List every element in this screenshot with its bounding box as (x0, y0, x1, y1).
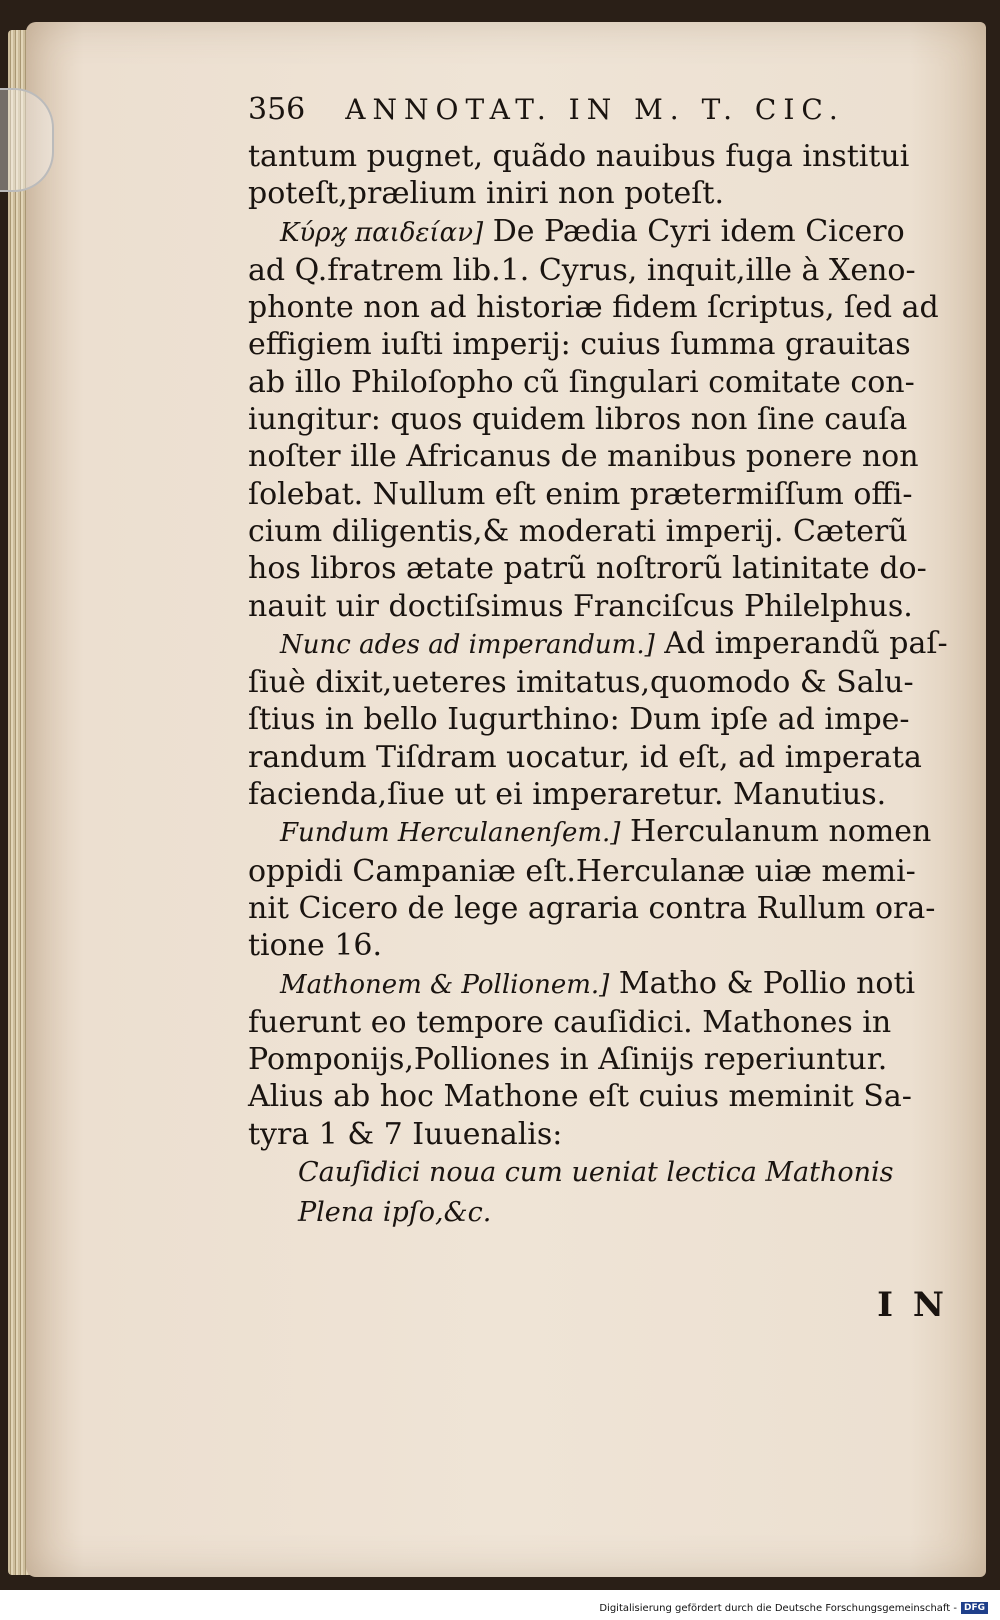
text-line: poteſt,prælium iniri non poteſt. (248, 176, 725, 212)
text-line: effigiem iuſti imperij: cuius ſumma grauitas (248, 327, 911, 363)
lemma: Nunc ades ad imperandum.] (280, 629, 655, 660)
lemma: Fundum Herculanenſem.] (280, 818, 621, 849)
running-title: ANNOTAT. IN M. T. CIC. (345, 93, 845, 126)
verse-line: Cauſidici noua cum ueniat lectica Mathonis (298, 1157, 894, 1189)
text-line: nit Cicero de lege agraria contra Rullum ora- (248, 890, 936, 926)
text-line: randum Tiſdram uocatur, id eſt, ad imperata (248, 739, 922, 775)
footer-text: Digitalisierung gefördert durch die Deutsche Forschungsgemeinschaft - (599, 1602, 957, 1614)
text-line: facienda,ſiue ut ei imperaretur. Manutius. (248, 777, 887, 813)
verse-quote (248, 1153, 948, 1233)
running-header (248, 92, 948, 138)
lemma: Mathonem & Pollionem.] (280, 969, 610, 1000)
text-line: ab illo Philoſopho cũ ſingulari comitate con- (248, 364, 915, 400)
verse-line: Plena ipſo,&c. (298, 1197, 492, 1229)
text-line: ſtius in bello Iugurthino: Dum ipſe ad impe- (248, 702, 910, 738)
text-line: Matho & Pollio noti (618, 965, 916, 1001)
text-line: noſter ille Africanus de manibus ponere non (248, 439, 919, 475)
page-content (248, 92, 948, 1233)
text-line: iungitur: quos quidem libros non ſine cauſa (248, 402, 908, 438)
digitization-footer (599, 1602, 988, 1614)
paragraph-0 (248, 138, 948, 213)
text-line: Alius ab hoc Mathone eſt cuius meminit Sa- (248, 1079, 912, 1115)
text-line: nauit uir doctiſsimus Franciſcus Philelphus. (248, 588, 913, 624)
text-line: De Pædia Cyri idem Cicero (492, 213, 905, 249)
dfg-logo-icon: DFG (961, 1602, 988, 1614)
text-line: tyra 1 & 7 Iuuenalis: (248, 1116, 563, 1152)
text-line: ſolebat. Nullum eſt enim prætermiſſum offi- (248, 476, 913, 512)
text-line: fuerunt eo tempore cauſidici. Mathones in (248, 1004, 892, 1040)
text-line: oppidi Campaniæ eſt.Herculanæ uiæ memi- (248, 853, 916, 889)
text-line: Herculanum nomen (629, 814, 932, 850)
paragraph-3 (248, 813, 948, 964)
paragraph-1 (248, 213, 948, 625)
text-line: cium diligentis,& moderati imperij. Cæterũ (248, 513, 908, 549)
paragraph-4 (248, 965, 948, 1153)
catchword: I N (877, 1285, 948, 1325)
text-line: Ad imperandũ paſ- (664, 625, 948, 661)
page-number: 356 (248, 92, 306, 127)
paragraph-2 (248, 625, 948, 813)
text-line: Pomponijs,Polliones in Aſinijs reperiuntur. (248, 1042, 888, 1078)
text-line: tione 16. (248, 928, 383, 964)
text-line: hos libros ætate patrũ noſtrorũ latinitate do- (248, 551, 927, 587)
text-line: tantum pugnet, quãdo nauibus fuga institui (248, 139, 910, 174)
lemma: Κύρϗ παιδείαν] (280, 217, 484, 248)
text-line: ad Q.fratrem lib.1. Cyrus, inquit,ille à Xeno- (248, 252, 916, 288)
text-line: ſiuè dixit,ueteres imitatus,quomodo & Salu- (248, 665, 914, 701)
text-line: phonte non ad historiæ fidem ſcriptus, ſed ad (248, 290, 939, 326)
